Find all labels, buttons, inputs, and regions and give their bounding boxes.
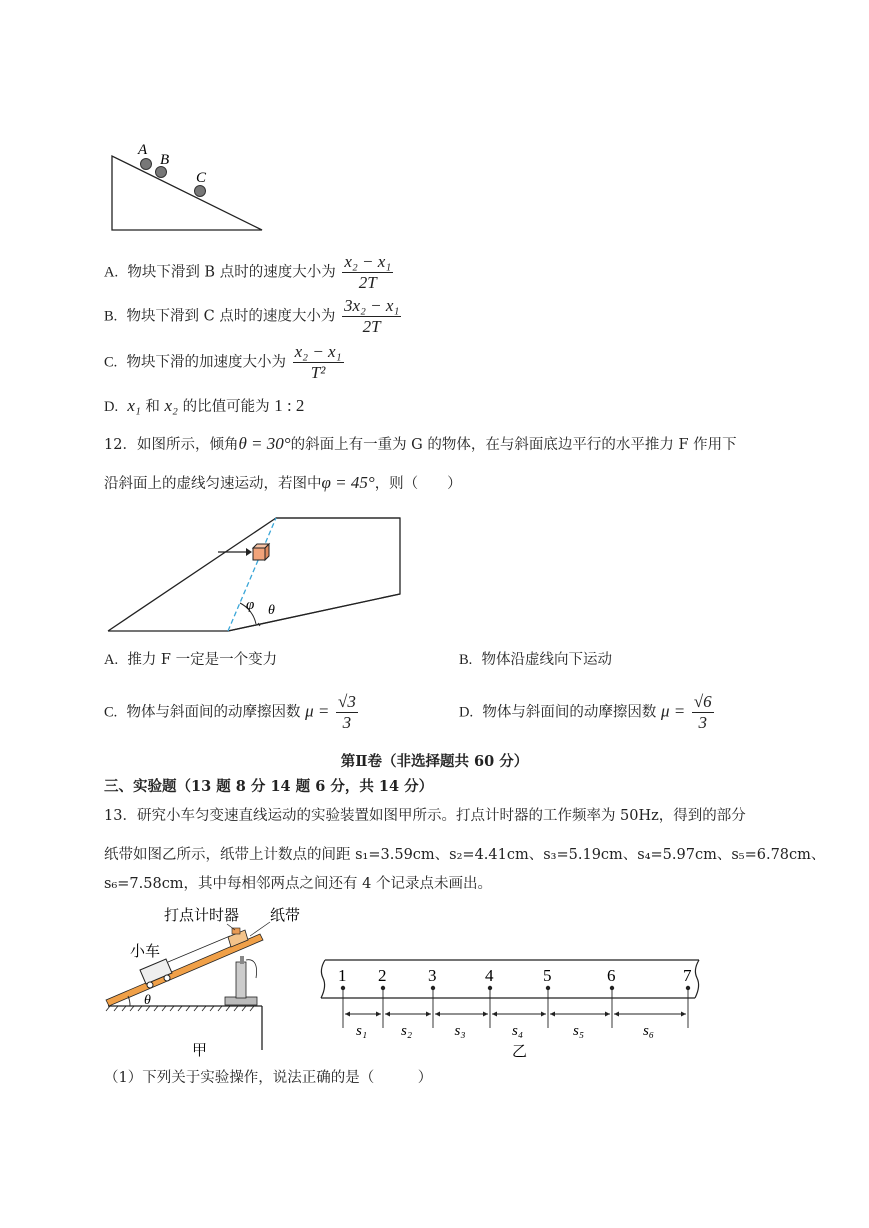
block — [253, 548, 265, 560]
label-c: C — [196, 170, 207, 186]
label-b: B — [160, 152, 170, 168]
q13-sub1: （1）下列关于实验操作，说法正确的是（ ） — [104, 1070, 433, 1086]
cart-label: 小车 — [130, 944, 161, 960]
span-arrowhead — [345, 1012, 350, 1017]
tape-point-label: 5 — [543, 966, 552, 985]
q12-option-b: B. 物体沿虚线向下运动 — [459, 652, 613, 668]
span-arrowhead — [681, 1012, 686, 1017]
fraction: $\frac{√3}{3}$ — [338, 692, 356, 732]
incline-balls-figure — [100, 138, 280, 238]
q11-option-c: C. 物块下滑的加速度大小为 $\frac{\text{x₂ − x₁}}{\text{T²}}$ — [104, 342, 342, 382]
span-label: s₁ — [356, 1023, 368, 1039]
q12-option-d: D. 物体与斜面间的动摩擦因数 μ = $\frac{√6}{3}$ — [459, 692, 712, 732]
tape-figure — [315, 956, 715, 1064]
span-arrowhead — [541, 1012, 546, 1017]
fraction: $\frac{\text{x₂ − x₁}}{2T}$ — [344, 252, 392, 292]
theta-label: θ — [268, 603, 275, 618]
ball-a — [141, 159, 152, 170]
q11-option-d: D. x₁ 和 x₂ 的比值可能为 1 : 2 — [104, 396, 305, 415]
ball-c — [195, 186, 206, 197]
timer-label: 打点计时器 — [164, 908, 240, 924]
q12-stem-line2: 沿斜面上的虚线匀速运动，若图中φ = 45°，则（ ） — [104, 473, 462, 492]
q12-stem-line1: 12．如图所示，倾角θ = 30°的斜面上有一重为 G 的物体，在与斜面底边平行的水平推力 F 作用下 — [104, 434, 737, 453]
tape-label: 纸带 — [270, 908, 300, 924]
theta-label: θ — [144, 993, 151, 1008]
caption-yi: 乙 — [512, 1044, 528, 1060]
fraction: $\frac{√6}{3}$ — [693, 692, 712, 732]
section2-title: 第Ⅱ卷（非选择题共 60 分） — [340, 753, 529, 770]
span-arrowhead — [385, 1012, 390, 1017]
label-a: A — [138, 142, 148, 158]
phi-label: φ — [246, 597, 255, 613]
span-label: s₆ — [643, 1023, 655, 1039]
ball-b — [156, 167, 167, 178]
span-arrowhead — [483, 1012, 488, 1017]
fraction: $\frac{\text{3x₂ − x₁}}{2T}$ — [343, 296, 400, 336]
q13-stem-line3: s₆=7.58cm，其中每相邻两点之间还有 4 个记录点未画出。 — [104, 876, 493, 892]
fraction: $\frac{\text{x₂ − x₁}}{\text{T²}}$ — [294, 342, 342, 382]
caption-jia: 甲 — [192, 1043, 208, 1059]
q13-stem-line1: 13．研究小车匀变速直线运动的实验装置如图甲所示。打点计时器的工作频率为 50Hz，得到的部分 — [104, 808, 746, 824]
tape-point-label: 6 — [607, 966, 616, 985]
section3-title: 三、实验题（13 题 8 分 14 题 6 分，共 14 分） — [104, 778, 434, 795]
span-arrowhead — [435, 1012, 440, 1017]
wedge-figure — [100, 510, 410, 640]
apparatus-figure — [100, 900, 300, 1060]
tape-point-label: 3 — [428, 966, 437, 985]
span-label: s₃ — [454, 1023, 466, 1039]
tape-point-label: 7 — [683, 966, 692, 985]
q11-option-a: A. 物块下滑到 B 点时的速度大小为 $\frac{\text{x₂ − x₁}}{2T}$ — [104, 252, 392, 292]
span-arrowhead — [614, 1012, 619, 1017]
q12-option-c: C. 物体与斜面间的动摩擦因数 μ = $\frac{√3}{3}$ — [104, 692, 356, 732]
span-arrowhead — [426, 1012, 431, 1017]
q11-option-b: B. 物块下滑到 C 点时的速度大小为 $\frac{\text{3x₂ − x₁}}{2T}$ — [104, 296, 400, 336]
tape-point-label: 1 — [338, 966, 347, 985]
span-arrowhead — [492, 1012, 497, 1017]
span-arrowhead — [605, 1012, 610, 1017]
tape-point-label: 2 — [378, 966, 387, 985]
q13-stem-line2: 纸带如图乙所示，纸带上计数点的间距 s₁=3.59cm、s₂=4.41cm、s₃=5.19cm、s₄=5.97cm、s₅=6.78cm、 — [104, 847, 826, 863]
q12-option-a: A. 推力 F 一定是一个变力 — [104, 652, 278, 668]
span-arrowhead — [376, 1012, 381, 1017]
span-label: s₂ — [401, 1023, 413, 1039]
span-label: s₅ — [573, 1023, 585, 1039]
span-arrowhead — [550, 1012, 555, 1017]
span-label: s₄ — [512, 1023, 524, 1039]
tape-point-label: 4 — [485, 966, 494, 985]
